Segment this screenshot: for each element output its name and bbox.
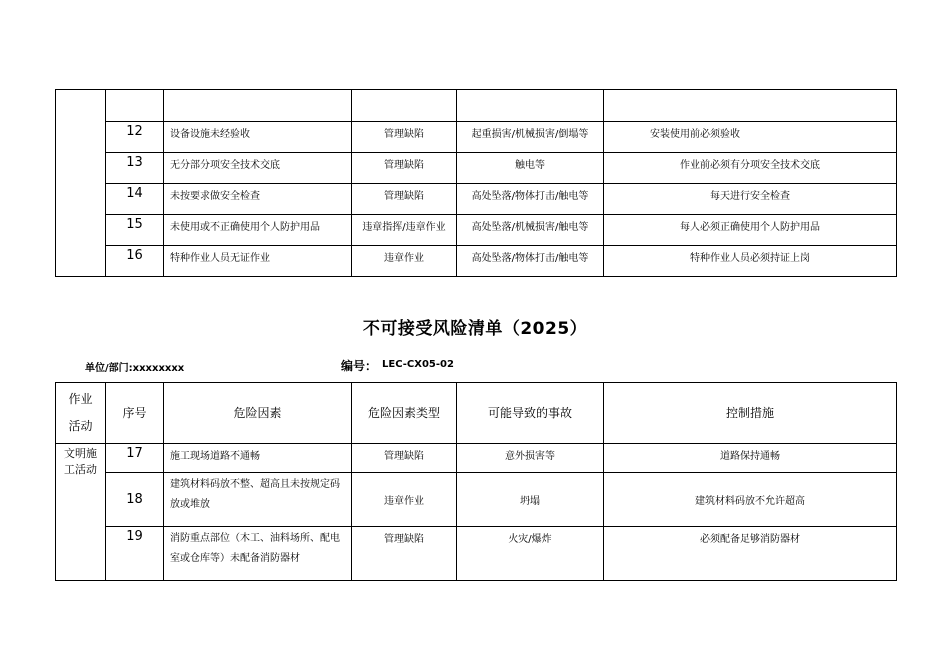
code-label: 编号： [341, 359, 378, 373]
row-number: 14 [106, 184, 164, 215]
header-number: 序号 [106, 383, 164, 444]
row-number [106, 90, 164, 122]
table-row [56, 153, 897, 184]
control-cell: 特种作业人员必须持证上岗 [604, 246, 897, 277]
control-cell: 道路保持通畅 [604, 444, 897, 473]
hazard-line2: 室或仓库等）未配备消防器材 [170, 553, 300, 564]
accident-cell: 火灾/爆炸 [457, 527, 604, 581]
table-row [56, 90, 897, 122]
hazard-cell [164, 444, 352, 473]
table-row [56, 444, 897, 473]
header-activity [56, 383, 106, 444]
header-hazard-type: 危险因素类型 [352, 383, 457, 444]
row-number: 19 [106, 527, 164, 581]
risk-table [55, 382, 897, 581]
control-cell: 安装使用前必须验收 [604, 122, 897, 153]
header-activity-line1: 作业 [68, 392, 93, 406]
accident-cell: 高处坠落/物体打击/触电等 [457, 184, 604, 215]
activity-cell [56, 90, 106, 277]
hazard-type-cell [352, 90, 457, 122]
risk-table-continued [55, 89, 897, 277]
header-control: 控制措施 [604, 383, 897, 444]
header-activity-line2: 活动 [68, 419, 93, 433]
row-number: 13 [106, 153, 164, 184]
unit-label: 单位/部门:xxxxxxxx [85, 363, 185, 374]
hazard-type-cell: 管理缺陷 [352, 184, 457, 215]
header-hazard: 危险因素 [164, 383, 352, 444]
accident-cell: 意外损害等 [457, 444, 604, 473]
hazard-cell: 未按要求做安全检查 [164, 184, 352, 215]
document-title: 不可接受风险清单（2025） [362, 319, 588, 339]
hazard-cell: 特种作业人员无证作业 [164, 246, 352, 277]
table-row [56, 122, 897, 153]
hazard-type-cell: 管理缺陷 [352, 153, 457, 184]
hazard-line1: 建筑材料码放不整、超高且未按规定码 [170, 479, 340, 490]
accident-cell: 触电等 [457, 153, 604, 184]
activity-line1: 文明施 [64, 447, 97, 460]
hazard-type-cell: 违章作业 [352, 473, 457, 527]
hazard-type-cell: 管理缺陷 [352, 122, 457, 153]
table-row [56, 473, 897, 527]
control-cell: 建筑材料码放不允许超高 [604, 473, 897, 527]
control-cell: 必须配备足够消防器材 [604, 527, 897, 581]
table-row [56, 184, 897, 215]
table-row [56, 246, 897, 277]
hazard-line1: 施工现场道路不通畅 [170, 451, 260, 462]
accident-cell [457, 90, 604, 122]
hazard-cell: 未使用或不正确使用个人防护用品 [164, 215, 352, 246]
control-cell [604, 90, 897, 122]
table-row [56, 527, 897, 581]
accident-cell: 高处坠落/机械损害/触电等 [457, 215, 604, 246]
hazard-cell: 无分部分项安全技术交底 [164, 153, 352, 184]
hazard-cell [164, 473, 352, 527]
control-cell: 每人必须正确使用个人防护用品 [604, 215, 897, 246]
accident-cell: 坍塌 [457, 473, 604, 527]
row-number: 16 [106, 246, 164, 277]
activity-cell [56, 444, 106, 581]
accident-cell: 高处坠落/物体打击/触电等 [457, 246, 604, 277]
accident-cell: 起重损害/机械损害/倒塌等 [457, 122, 604, 153]
row-number: 12 [106, 122, 164, 153]
code-value: LEC-CX05-02 [382, 359, 454, 370]
hazard-type-cell: 违章作业 [352, 246, 457, 277]
hazard-type-cell: 违章指挥/违章作业 [352, 215, 457, 246]
hazard-cell [164, 527, 352, 581]
table-row [56, 215, 897, 246]
hazard-type-cell: 管理缺陷 [352, 444, 457, 473]
table-header-row [56, 383, 897, 444]
control-cell: 每天进行安全检查 [604, 184, 897, 215]
row-number: 15 [106, 215, 164, 246]
hazard-line1: 消防重点部位（木工、油料场所、配电 [170, 533, 340, 544]
row-number: 18 [106, 473, 164, 527]
hazard-line2: 放或堆放 [170, 499, 210, 510]
header-accident: 可能导致的事故 [457, 383, 604, 444]
activity-line2: 工活动 [64, 463, 97, 476]
hazard-cell [164, 90, 352, 122]
control-cell: 作业前必须有分项安全技术交底 [604, 153, 897, 184]
hazard-type-cell: 管理缺陷 [352, 527, 457, 581]
row-number: 17 [106, 444, 164, 473]
hazard-cell: 设备设施未经验收 [164, 122, 352, 153]
